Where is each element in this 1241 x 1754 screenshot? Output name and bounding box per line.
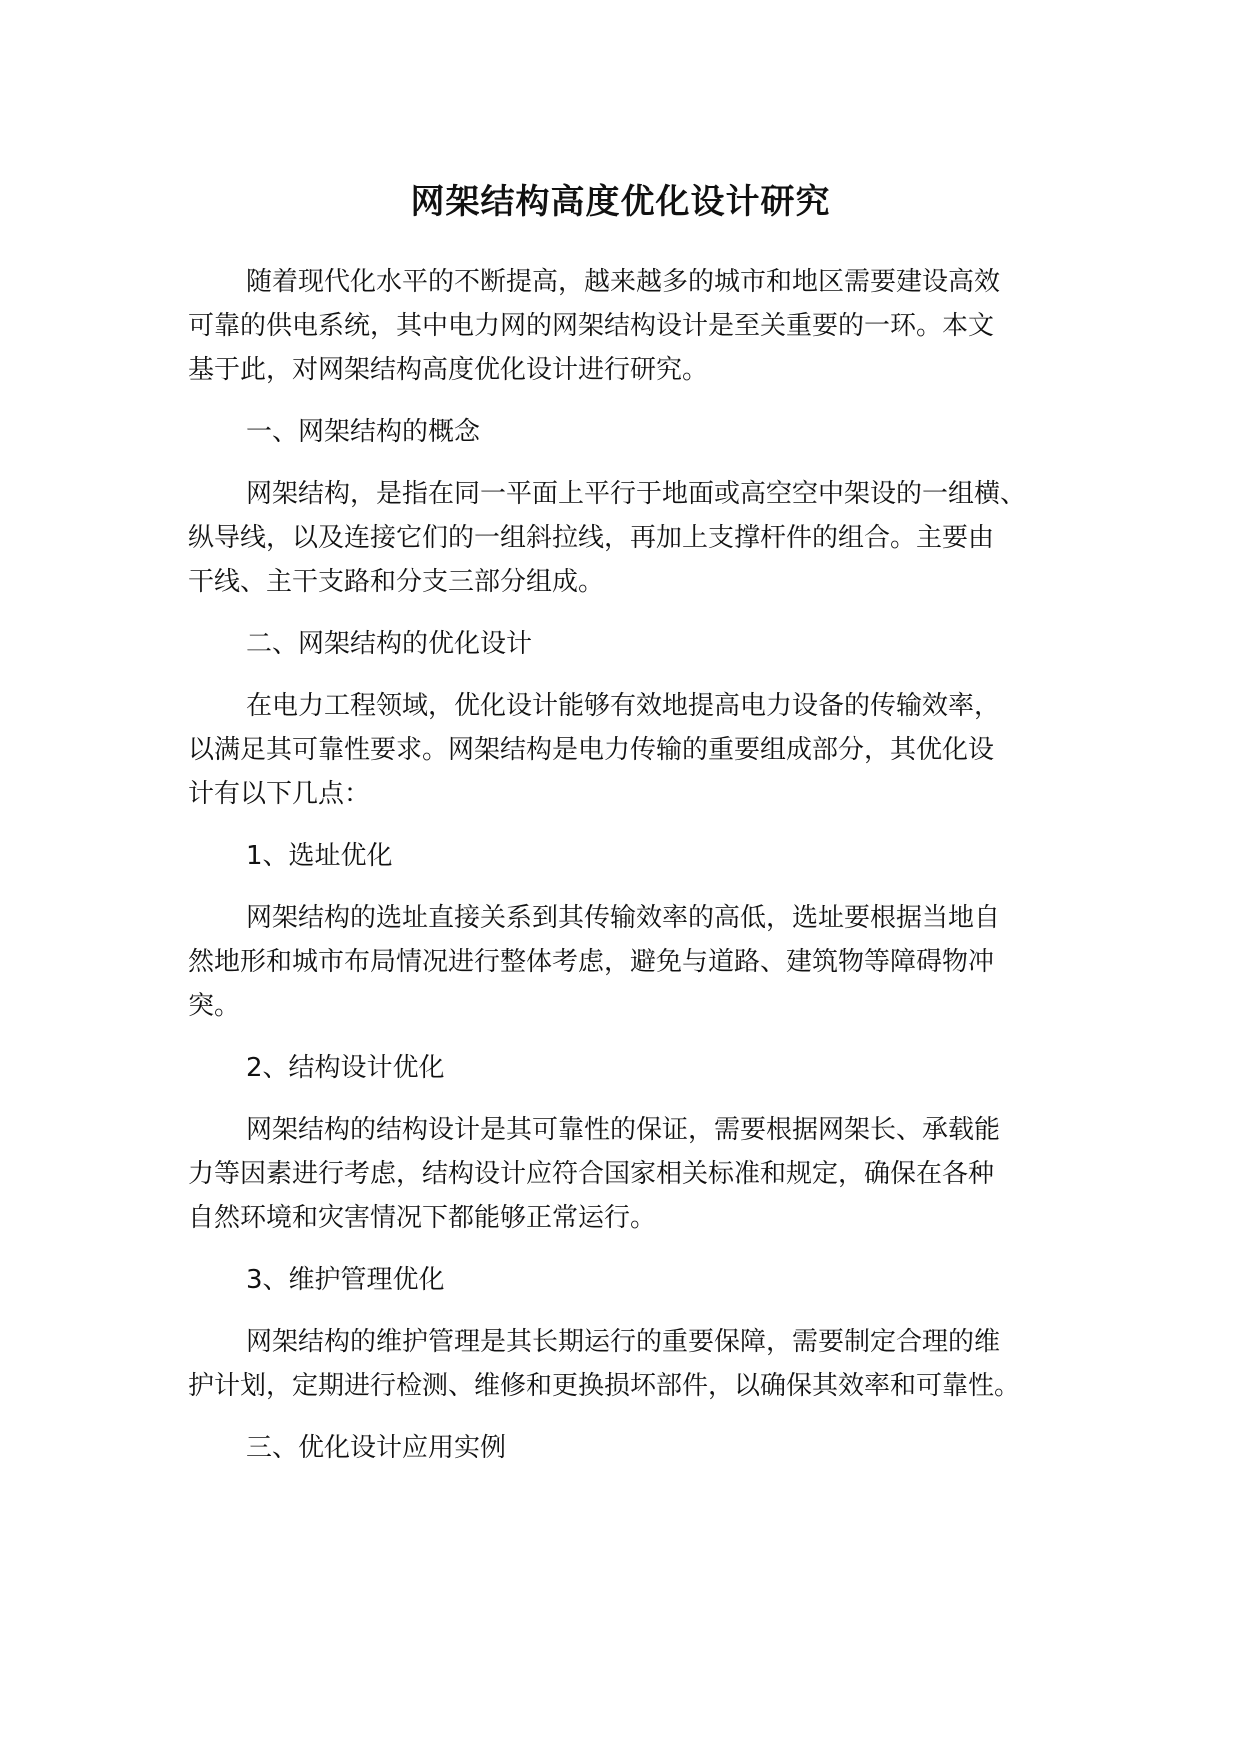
maintenance-line-1: 网架结构的维护管理是其长期运行的重要保障，需要制定合理的维 <box>246 1327 1001 1357</box>
structure-design-line-3: 自然环境和灾害情况下都能够正常运行。 <box>188 1203 657 1233</box>
concept-paragraph-line-2: 纵导线，以及连接它们的一组斜拉线，再加上支撑杆件的组合。主要由 <box>188 523 995 553</box>
intro-paragraph-line-1: 随着现代化水平的不断提高，越来越多的城市和地区需要建设高效 <box>246 267 1001 297</box>
optimization-paragraph-line-1: 在电力工程领域，优化设计能够有效地提高电力设备的传输效率， <box>246 691 1001 721</box>
intro-paragraph-line-3: 基于此，对网架结构高度优化设计进行研究。 <box>188 355 709 385</box>
concept-paragraph-line-1: 网架结构，是指在同一平面上平行于地面或高空空中架设的一组横、 <box>246 479 1027 509</box>
site-selection-line-2: 然地形和城市布局情况进行整体考虑，避免与道路、建筑物等障碍物冲 <box>188 947 995 977</box>
section-heading-1: 一、网架结构的概念 <box>246 417 481 447</box>
structure-design-line-1: 网架结构的结构设计是其可靠性的保证，需要根据网架长、承载能 <box>246 1115 1001 1145</box>
maintenance-line-2: 护计划，定期进行检测、维修和更换损坏部件，以确保其效率和可靠性。 <box>188 1371 1021 1401</box>
subheading-maintenance: 3、维护管理优化 <box>246 1265 445 1295</box>
concept-paragraph-line-3: 干线、主干支路和分支三部分组成。 <box>188 567 605 597</box>
structure-design-line-2: 力等因素进行考虑，结构设计应符合国家相关标准和规定，确保在各种 <box>188 1159 995 1189</box>
optimization-paragraph-line-2: 以满足其可靠性要求。网架结构是电力传输的重要组成部分，其优化设 <box>188 735 995 765</box>
section-heading-3: 三、优化设计应用实例 <box>246 1433 507 1463</box>
section-heading-2: 二、网架结构的优化设计 <box>246 629 533 659</box>
optimization-paragraph-line-3: 计有以下几点： <box>188 779 371 809</box>
document-title: 网架结构高度优化设计研究 <box>410 182 831 222</box>
site-selection-line-3: 突。 <box>188 991 241 1021</box>
subheading-site-selection: 1、选址优化 <box>246 841 393 871</box>
site-selection-line-1: 网架结构的选址直接关系到其传输效率的高低，选址要根据当地自 <box>246 903 1001 933</box>
intro-paragraph-line-2: 可靠的供电系统，其中电力网的网架结构设计是至关重要的一环。本文 <box>188 311 995 341</box>
subheading-structure-design: 2、结构设计优化 <box>246 1053 445 1083</box>
